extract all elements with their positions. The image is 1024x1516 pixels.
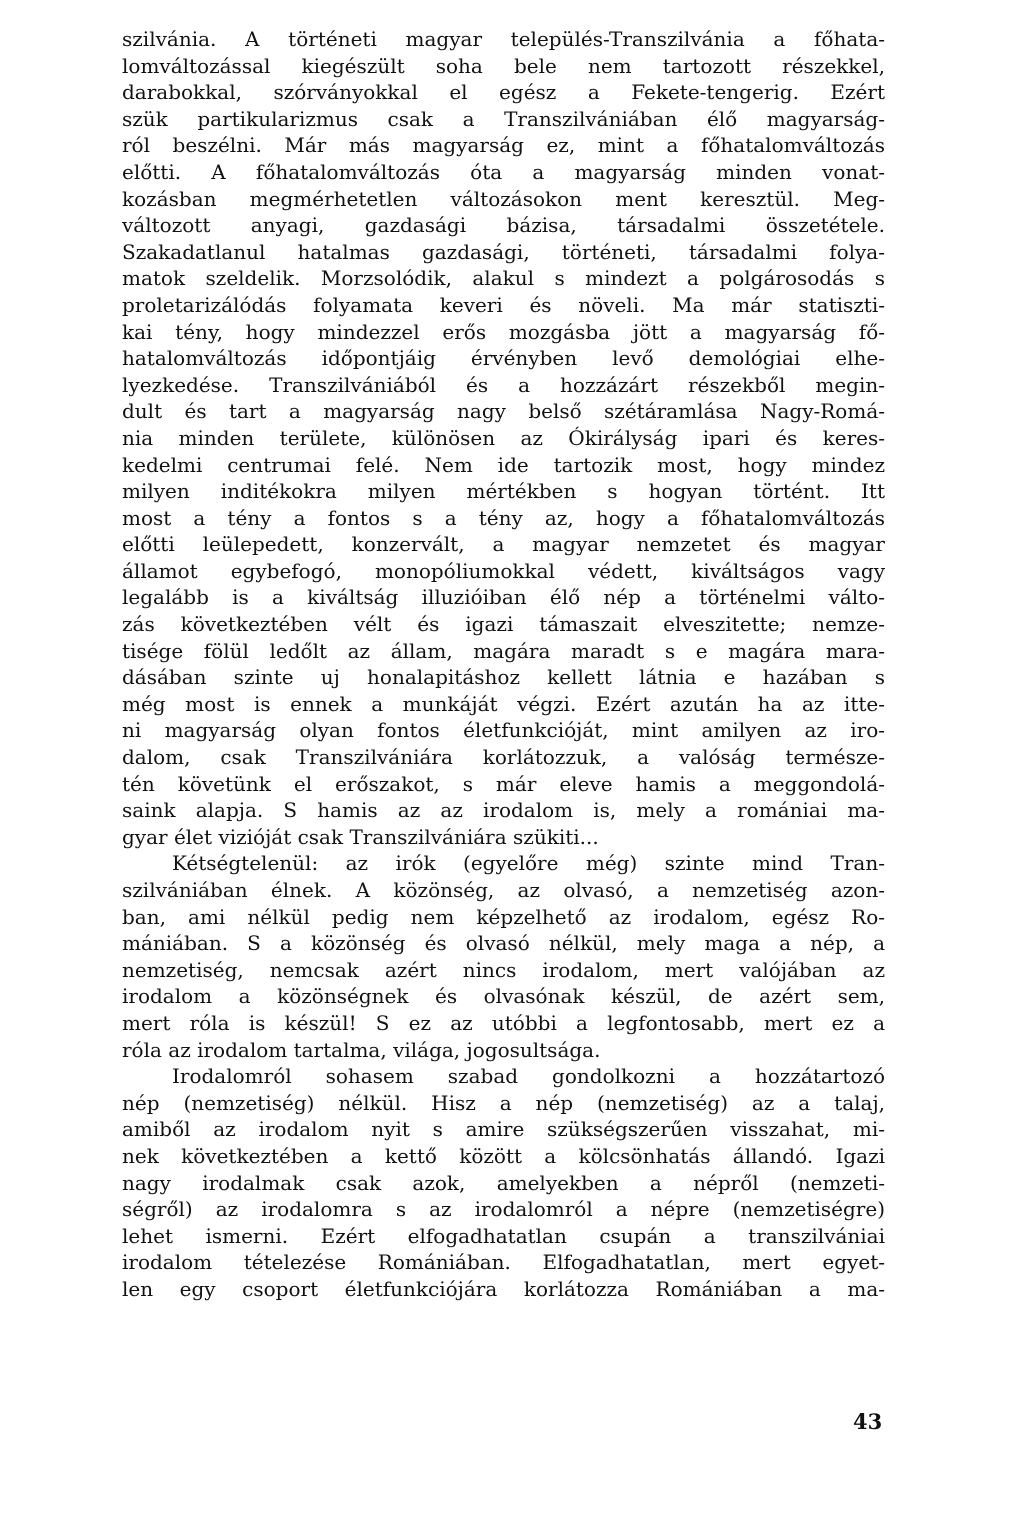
text-line: szilvániában élnek. A közönség, az olvasó, a nemzetiség azon- <box>122 878 885 902</box>
text-line: tisége fölül ledőlt az állam, magára maradt s e magára mara- <box>122 638 885 663</box>
text-line: mert róla is készül! S ez az utóbbi a legfontosabb, mert ez a <box>122 1010 885 1035</box>
text-line: változott anyagi, gazdasági bázisa, társadalmi összetétele. <box>122 213 885 238</box>
text-line: államot egybefogó, monopóliumokkal védett, kiváltságos vagy <box>122 558 885 583</box>
text-line: nia minden területe, különösen az Ókirályság ipari és keres- <box>122 425 885 450</box>
page-number: 43 <box>853 1409 883 1434</box>
text-line: dalom, csak Transzilvániára korlátozzuk, a valóság természe- <box>122 745 885 770</box>
text-line: még most is ennek a munkáját végzi. Ezért azután ha az itte- <box>122 691 885 716</box>
text-line: Szakadatlanul hatalmas gazdasági, történeti, társadalmi folya- <box>122 239 885 264</box>
text-line: kedelmi centrumai felé. Nem ide tartozik most, hogy mindez <box>122 452 885 477</box>
text-line: nagy irodalmak csak azok, amelyekben a népről (nemzeti- <box>122 1170 885 1195</box>
text-line: lomváltozással kiegészült soha bele nem tartozott részekkel, <box>122 53 885 78</box>
text-line: nemzetiség, nemcsak azért nincs irodalom, mert valójában az <box>122 957 885 982</box>
text-line: szilvánia. A történeti magyar település-Transzilvánia a főhata- <box>122 27 885 51</box>
text-line: gyar élet vizióját csak Transzilvániára szükiti... <box>122 824 599 849</box>
text-line: kai tény, hogy mindezzel erős mozgásba jött a magyarság fő- <box>122 319 885 344</box>
text-line: dult és tart a magyarság nagy belső szétáramlása Nagy-Romá- <box>122 399 885 424</box>
text-line: nek következtében a kettő között a kölcsönhatás állandó. Igazi <box>122 1143 885 1168</box>
text-line: ról beszélni. Már más magyarság ez, mint a főhatalomváltozás <box>122 133 885 158</box>
text-line: matok szeldelik. Morzsolódik, alakul s mindezt a polgárosodás s <box>122 266 885 291</box>
text-line: irodalom a közönségnek és olvasónak készül, de azért sem, <box>122 984 885 1009</box>
text-line: milyen inditékokra milyen mértékben s hogyan történt. Itt <box>122 479 885 504</box>
text-line: irodalom tételezése Romániában. Elfogadhatatlan, mert egyet- <box>122 1250 885 1275</box>
text-line: len egy csoport életfunkciójára korlátozza Romániában a ma- <box>122 1276 885 1301</box>
text-line: tén követünk el erőszakot, s már eleve hamis a meggondolá- <box>122 771 885 796</box>
text-line: Kétségtelenül: az irók (egyelőre még) szinte mind Tran- <box>172 851 885 876</box>
text-line: ban, ami nélkül pedig nem képzelhető az irodalom, egész Ro- <box>122 904 885 929</box>
text-line: nép (nemzetiség) nélkül. Hisz a nép (nemzetiség) az a talaj, <box>122 1090 885 1115</box>
text-line: mániában. S a közönség és olvasó nélkül, mely maga a nép, a <box>122 931 885 956</box>
text-line: ni magyarság olyan fontos életfunkcióját, mint amilyen az iro- <box>122 718 885 743</box>
text-line: szük partikularizmus csak a Transzilvániában élő magyarság- <box>122 106 885 131</box>
text-line: lehet ismerni. Ezért elfogadhatatlan csupán a transzilvániai <box>122 1223 885 1248</box>
text-line: proletarizálódás folyamata keveri és növeli. Ma már statiszti- <box>122 292 885 317</box>
text-line: Irodalomról sohasem szabad gondolkozni a hozzátartozó <box>172 1064 885 1089</box>
text-line: kozásban megmérhetetlen változásokon ment keresztül. Meg- <box>122 186 885 211</box>
text-line: előtti leülepedett, konzervált, a magyar nemzetet és magyar <box>122 532 885 557</box>
text-line: dásában szinte uj honalapitáshoz kellett látnia e hazában s <box>122 665 885 690</box>
page-body <box>122 26 885 1303</box>
text-line: saink alapja. S hamis az az irodalom is, mely a romániai ma- <box>122 798 885 823</box>
text-line: róla az irodalom tartalma, világa, jogosultsága. <box>122 1037 601 1062</box>
text-line: hatalomváltozás időpontjáig érvényben levő demológiai elhe- <box>122 346 885 371</box>
text-line: legalább is a kiváltság illuzióiban élő nép a történelmi válto- <box>122 585 885 610</box>
text-line: zás következtében vélt és igazi támaszait elveszitette; nemze- <box>122 612 885 637</box>
text-line: ségről) az irodalomra s az irodalomról a népre (nemzetiségre) <box>122 1197 885 1222</box>
text-line: lyezkedése. Transzilvániából és a hozzázárt részekből megin- <box>122 372 885 397</box>
text-line: most a tény a fontos s a tény az, hogy a főhatalomváltozás <box>122 505 885 530</box>
text-line: darabokkal, szórványokkal el egész a Fekete-tengerig. Ezért <box>122 80 885 105</box>
text-line: előtti. A főhatalomváltozás óta a magyarság minden vonat- <box>122 159 885 184</box>
text-line: amiből az irodalom nyit s amire szükségszerűen visszahat, mi- <box>122 1117 885 1142</box>
